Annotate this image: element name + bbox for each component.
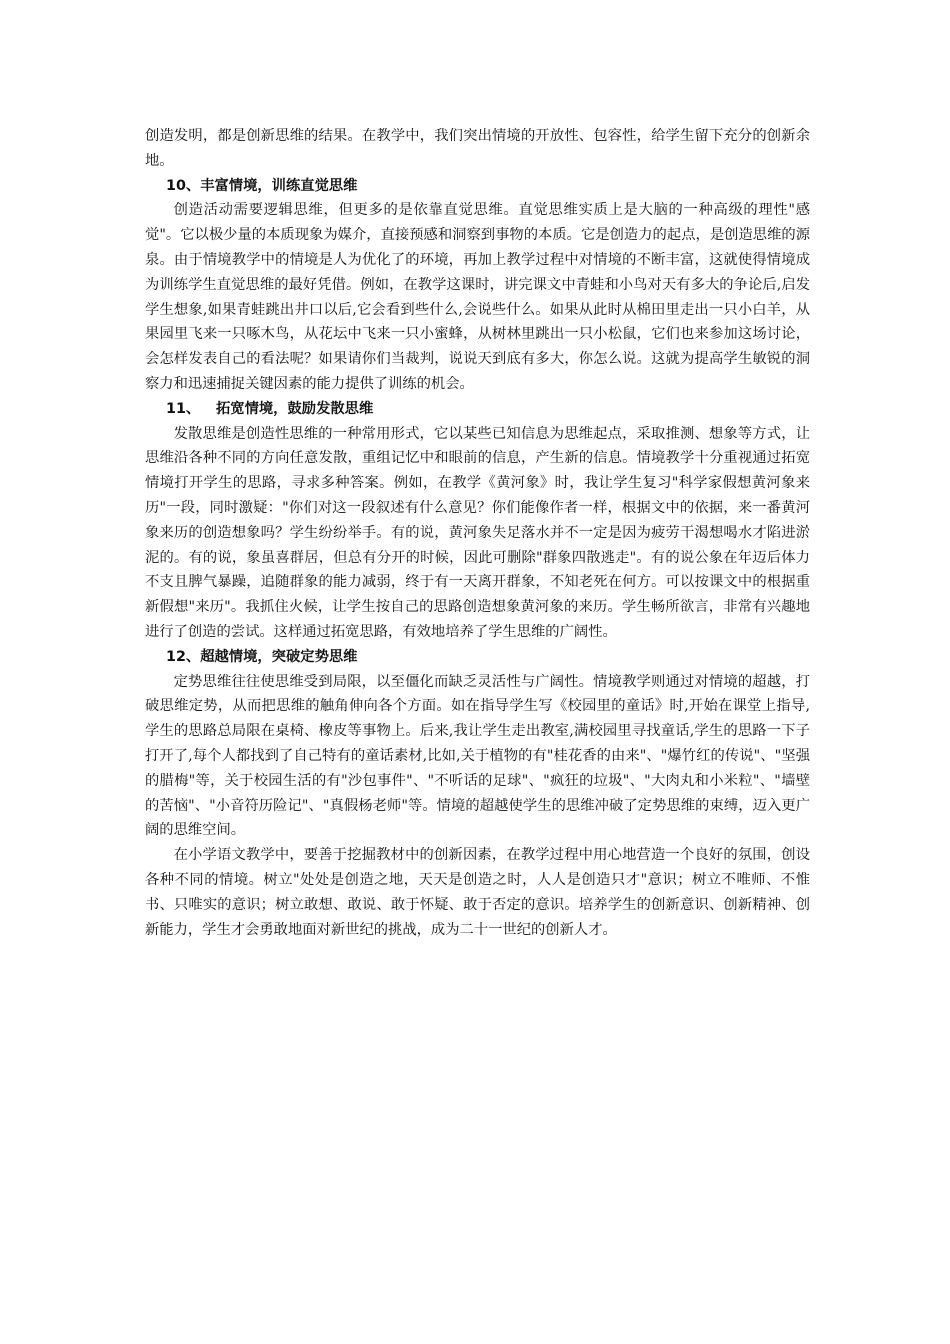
section-heading-10 — [145, 174, 810, 199]
paragraph-intro: 创造发明，都是创新思维的结果。在教学中，我们突出情境的开放性、包容性，给学生留下充分的创新余地。 — [145, 128, 810, 169]
section-title: 拓宽情境，鼓励发散思维 — [216, 400, 374, 417]
paragraph-section-11: 发散思维是创造性思维的一种常用形式，它以某些已知信息为思维起点，采取推测、想象等方式，让思维沿各种不同的方向任意发散，重组记忆中和眼前的信息，产生新的信息。情境教学十分重视通过拓宽情境打开学生的思路，寻求多种答案。例如，在教学《黄河象》时，我让学生复习"科学家假想黄河象来历"一段，同时激疑："你们对这一段叙述有什么意见？你们能像作者一样，根据文中的依据，来一番黄河象来历的创造想象吗？学生纷纷举手。有的说，黄河象失足落水并不一定是因为疲劳干渴想喝水才陷进淤泥的。有的说，象虽喜群居，但总有分开的时候，因此可删除"群象四散逃走"。有的说公象在年迈后体力不支且脾气暴躁，追随群象的能力减弱，终于有一天离开群象，不知老死在何方。可以按课文中的根据重新假想"来历"。我抓住火候，让学生按自己的思路创造想象黄河象的来历。学生畅所欲言，非常有兴趣地进行了创造的尝试。这样通过拓宽思路，有效地培养了学生思维的广阔性。 — [145, 425, 810, 640]
section-number: 10、 — [166, 177, 201, 194]
section-heading-12 — [145, 645, 810, 670]
document-page — [145, 124, 810, 942]
paragraph-section-12: 定势思维往往使思维受到局限，以至僵化而缺乏灵活性与广阔性。情境教学则通过对情境的超越，打破思维定势，从而把思维的触角伸向各个方面。如在指导学生写《校园里的童话》时,开始在课堂上指导,学生的思路总局限在桌椅、橡皮等事物上。后来,我让学生走出教室,满校园里寻找童话,学生的思路一下子打开了,每个人都找到了自己特有的童话素材,比如,关于植物的有"桂花香的由来"、"爆竹红的传说"、"坚强的腊梅"等，关于校园生活的有"沙包事件"、"不听话的足球"、"疯狂的垃圾"、"大肉丸和小米粒"、"墙壁的苦恼"、"小音符历险记"、"真假杨老师"等。情境的超越使学生的思维冲破了定势思维的束缚，迈入更广阔的思维空间。 — [145, 673, 810, 839]
paragraph-section-10: 创造活动需要逻辑思维，但更多的是依靠直觉思维。直觉思维实质上是大脑的一种高级的理性"感觉"。它以极少量的本质现象为媒介，直接预感和洞察到事物的本质。它是创造力的起点，是创造思维的源泉。由于情境教学中的情境是人为优化了的环境，再加上教学过程中对情境的不断丰富，这就使得情境成为训练学生直觉思维的最好凭借。例如，在教学这课时，讲完课文中青蛙和小鸟对天有多大的争论后,启发学生想象,如果青蛙跳出井口以后,它会看到些什么,会说些什么。如果从此时从棉田里走出一只小白羊，从果园里飞来一只啄木鸟，从花坛中飞来一只小蜜蜂，从树林里跳出一只小松鼠，它们也来参加这场讨论，会怎样发表自己的看法呢？如果请你们当裁判，说说天到底有多大，你怎么说。这就为提高学生敏锐的洞察力和迅速捕捉关键因素的能力提供了训练的机会。 — [145, 202, 810, 392]
paragraph-conclusion: 在小学语文教学中，要善于挖掘教材中的创新因素，在教学过程中用心地营造一个良好的氛围，创设各种不同的情境。树立"处处是创造之地，天天是创造之时，人人是创造只才"意识；树立不唯师、不惟书、只唯实的意识；树立敢想、敢说、敢于怀疑、敢于否定的意识。培养学生的创新意识、创新精神、创新能力，学生才会勇敢地面对新世纪的挑战，成为二十一世纪的创新人才。 — [145, 847, 810, 938]
section-title: 丰富情境，训练直觉思维 — [200, 177, 358, 194]
section-number: 12、 — [166, 648, 201, 665]
section-title: 超越情境，突破定势思维 — [200, 648, 358, 665]
section-heading-11 — [145, 397, 810, 422]
section-number: 11、 — [166, 400, 201, 417]
